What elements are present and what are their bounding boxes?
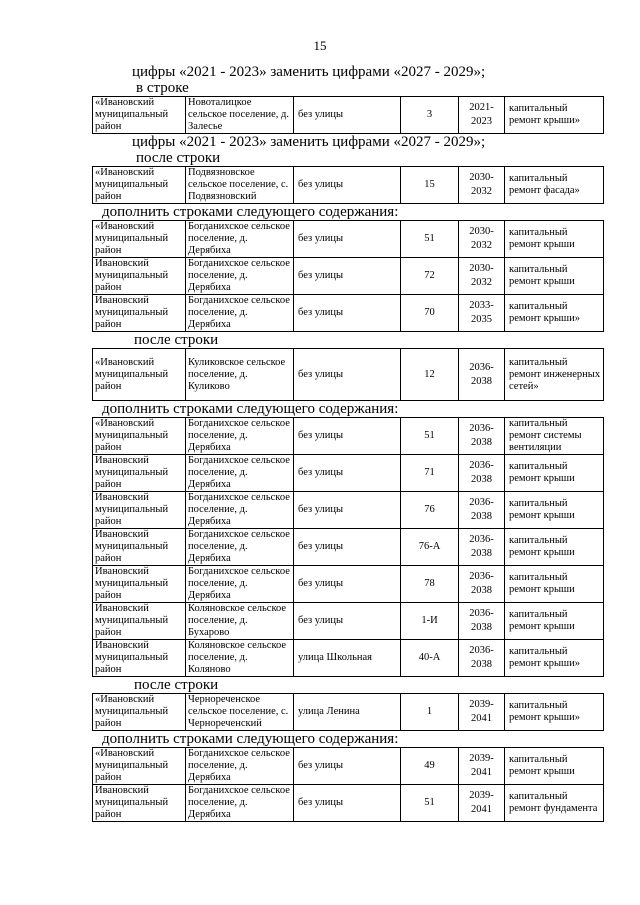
street-cell: без улицы: [294, 97, 401, 134]
table-row: [93, 694, 604, 731]
district-cell: «Ивановский муниципальный район: [93, 221, 186, 258]
work-type-cell: капитальный ремонт инженерных сетей»: [505, 349, 604, 401]
amendment-table: [92, 96, 604, 134]
instruction-line: в строке: [136, 80, 189, 96]
table-row: [93, 748, 604, 785]
district-cell: «Ивановский муниципальный район: [93, 167, 186, 204]
amendment-table: [92, 220, 604, 332]
settlement-cell: Богданихское сельское поселение, д. Дерябиха: [186, 221, 294, 258]
instruction-line: после строки: [136, 150, 221, 166]
work-type-cell: капитальный ремонт фасада»: [505, 167, 604, 204]
years-end: 2032: [471, 186, 492, 197]
amendment-table: [92, 166, 604, 204]
table-row: [93, 221, 604, 258]
page-number: 15: [313, 38, 327, 53]
years-start: 2036-: [469, 423, 494, 434]
street-cell: без улицы: [294, 221, 401, 258]
years-end: 2041: [471, 713, 492, 724]
years-start: 2036-: [469, 534, 494, 545]
street-cell: без улицы: [294, 603, 401, 640]
years-start: 2021-: [469, 102, 494, 113]
work-type-cell: капитальный ремонт крыши»: [505, 640, 604, 677]
years-start: 2033-: [469, 300, 494, 311]
years-start: 2036-: [469, 571, 494, 582]
years-cell: [459, 785, 505, 822]
district-cell: Ивановский муниципальный район: [93, 492, 186, 529]
table-row: [93, 566, 604, 603]
years-cell: [459, 418, 505, 455]
years-cell: [459, 97, 505, 134]
street-cell: без улицы: [294, 529, 401, 566]
years-start: 2036-: [469, 361, 494, 373]
amendment-table: [92, 348, 604, 401]
instruction-line: дополнить строками следующего содержания:: [102, 401, 399, 417]
years-end: 2038: [471, 437, 492, 448]
work-type-cell: капитальный ремонт крыши: [505, 258, 604, 295]
street-cell: без улицы: [294, 295, 401, 332]
district-cell: Ивановский муниципальный район: [93, 258, 186, 295]
house-number-cell: 51: [401, 221, 459, 258]
district-cell: Ивановский муниципальный район: [93, 566, 186, 603]
years-cell: [459, 221, 505, 258]
house-number-cell: 51: [401, 785, 459, 822]
instruction-line: цифры «2021 - 2023» заменить цифрами «2027 - 2029»;: [132, 134, 486, 150]
table-row: [93, 418, 604, 455]
years-cell: [459, 640, 505, 677]
street-cell: улица Ленина: [294, 694, 401, 731]
settlement-cell: Богданихское сельское поселение, д. Дерябиха: [186, 566, 294, 603]
settlement-cell: Новоталицкое сельское поселение, д. Залесье: [186, 97, 294, 134]
years-cell: [459, 349, 505, 401]
district-cell: Ивановский муниципальный район: [93, 529, 186, 566]
district-cell: «Ивановский муниципальный район: [93, 748, 186, 785]
years-cell: [459, 167, 505, 204]
district-cell: Ивановский муниципальный район: [93, 785, 186, 822]
years-end: 2038: [471, 659, 492, 670]
table-row: [93, 258, 604, 295]
settlement-cell: Богданихское сельское поселение, д. Дерябиха: [186, 455, 294, 492]
district-cell: «Ивановский муниципальный район: [93, 418, 186, 455]
table-row: [93, 97, 604, 134]
district-cell: Ивановский муниципальный район: [93, 295, 186, 332]
years-end: 2038: [471, 474, 492, 485]
district-cell: Ивановский муниципальный район: [93, 640, 186, 677]
house-number-cell: 40-А: [401, 640, 459, 677]
years-end: 2041: [471, 767, 492, 778]
table-row: [93, 785, 604, 822]
years-end: 2038: [471, 375, 492, 387]
years-start: 2030-: [469, 226, 494, 237]
district-cell: Ивановский муниципальный район: [93, 603, 186, 640]
instruction-line: цифры «2021 - 2023» заменить цифрами «2027 - 2029»;: [132, 64, 486, 80]
years-end: 2038: [471, 622, 492, 633]
work-type-cell: капитальный ремонт крыши: [505, 566, 604, 603]
instruction-line: дополнить строками следующего содержания:: [102, 731, 399, 747]
house-number-cell: 71: [401, 455, 459, 492]
settlement-cell: Куликовское сельское поселение, д. Куликово: [186, 349, 294, 401]
house-number-cell: 72: [401, 258, 459, 295]
work-type-cell: капитальный ремонт крыши: [505, 603, 604, 640]
years-cell: [459, 529, 505, 566]
street-cell: улица Школьная: [294, 640, 401, 677]
work-type-cell: капитальный ремонт крыши»: [505, 97, 604, 134]
house-number-cell: 15: [401, 167, 459, 204]
work-type-cell: капитальный ремонт крыши: [505, 455, 604, 492]
table-row: [93, 492, 604, 529]
years-end: 2038: [471, 511, 492, 522]
instruction-line: дополнить строками следующего содержания:: [102, 204, 399, 220]
settlement-cell: Богданихское сельское поселение, д. Дерябиха: [186, 748, 294, 785]
street-cell: без улицы: [294, 566, 401, 603]
house-number-cell: 1-И: [401, 603, 459, 640]
years-end: 2032: [471, 277, 492, 288]
years-end: 2023: [471, 116, 492, 127]
years-cell: [459, 455, 505, 492]
years-start: 2036-: [469, 645, 494, 656]
years-start: 2036-: [469, 497, 494, 508]
table-row: [93, 455, 604, 492]
document-body: [92, 64, 601, 822]
years-start: 2036-: [469, 608, 494, 619]
settlement-cell: Богданихское сельское поселение, д. Дерябиха: [186, 258, 294, 295]
street-cell: без улицы: [294, 748, 401, 785]
years-cell: [459, 694, 505, 731]
work-type-cell: капитальный ремонт крыши»: [505, 295, 604, 332]
house-number-cell: 51: [401, 418, 459, 455]
years-cell: [459, 492, 505, 529]
table-row: [93, 295, 604, 332]
work-type-cell: капитальный ремонт системы вентиляции: [505, 418, 604, 455]
years-start: 2030-: [469, 172, 494, 183]
years-cell: [459, 603, 505, 640]
street-cell: без улицы: [294, 349, 401, 401]
years-start: 2030-: [469, 263, 494, 274]
district-cell: «Ивановский муниципальный район: [93, 97, 186, 134]
house-number-cell: 76-А: [401, 529, 459, 566]
table-row: [93, 349, 604, 401]
house-number-cell: 70: [401, 295, 459, 332]
table-row: [93, 167, 604, 204]
settlement-cell: Коляновское сельское поселение, д. Коляново: [186, 640, 294, 677]
work-type-cell: капитальный ремонт крыши: [505, 221, 604, 258]
instruction-line: после строки: [134, 332, 219, 348]
work-type-cell: капитальный ремонт крыши: [505, 748, 604, 785]
years-end: 2032: [471, 240, 492, 251]
years-cell: [459, 258, 505, 295]
street-cell: без улицы: [294, 785, 401, 822]
settlement-cell: Чернореченское сельское поселение, с. Чернореченский: [186, 694, 294, 731]
amendment-table: [92, 417, 604, 677]
settlement-cell: Богданихское сельское поселение, д. Дерябиха: [186, 492, 294, 529]
house-number-cell: 78: [401, 566, 459, 603]
house-number-cell: 1: [401, 694, 459, 731]
street-cell: без улицы: [294, 167, 401, 204]
house-number-cell: 49: [401, 748, 459, 785]
years-start: 2039-: [469, 790, 494, 801]
street-cell: без улицы: [294, 258, 401, 295]
settlement-cell: Подвязновское сельское поселение, с. Подвязновский: [186, 167, 294, 204]
work-type-cell: капитальный ремонт фундамента: [505, 785, 604, 822]
years-start: 2039-: [469, 753, 494, 764]
work-type-cell: капитальный ремонт крыши»: [505, 694, 604, 731]
settlement-cell: Богданихское сельское поселение, д. Дерябиха: [186, 418, 294, 455]
years-cell: [459, 748, 505, 785]
district-cell: Ивановский муниципальный район: [93, 455, 186, 492]
settlement-cell: Богданихское сельское поселение, д. Дерябиха: [186, 295, 294, 332]
work-type-cell: капитальный ремонт крыши: [505, 529, 604, 566]
work-type-cell: капитальный ремонт крыши: [505, 492, 604, 529]
house-number-cell: 12: [401, 349, 459, 401]
house-number-cell: 3: [401, 97, 459, 134]
district-cell: «Ивановский муниципальный район: [93, 349, 186, 401]
district-cell: «Ивановский муниципальный район: [93, 694, 186, 731]
house-number-cell: 76: [401, 492, 459, 529]
instruction-line: после строки: [134, 677, 219, 693]
settlement-cell: Богданихское сельское поселение, д. Дерябиха: [186, 785, 294, 822]
years-end: 2038: [471, 548, 492, 559]
street-cell: без улицы: [294, 418, 401, 455]
table-row: [93, 529, 604, 566]
table-row: [93, 603, 604, 640]
amendment-table: [92, 693, 604, 731]
amendment-table: [92, 747, 604, 822]
street-cell: без улицы: [294, 492, 401, 529]
years-end: 2035: [471, 314, 492, 325]
years-start: 2039-: [469, 699, 494, 710]
years-end: 2041: [471, 804, 492, 815]
years-start: 2036-: [469, 460, 494, 471]
table-row: [93, 640, 604, 677]
years-cell: [459, 566, 505, 603]
settlement-cell: Коляновское сельское поселение, д. Бухарово: [186, 603, 294, 640]
street-cell: без улицы: [294, 455, 401, 492]
years-end: 2038: [471, 585, 492, 596]
years-cell: [459, 295, 505, 332]
settlement-cell: Богданихское сельское поселение, д. Дерябиха: [186, 529, 294, 566]
